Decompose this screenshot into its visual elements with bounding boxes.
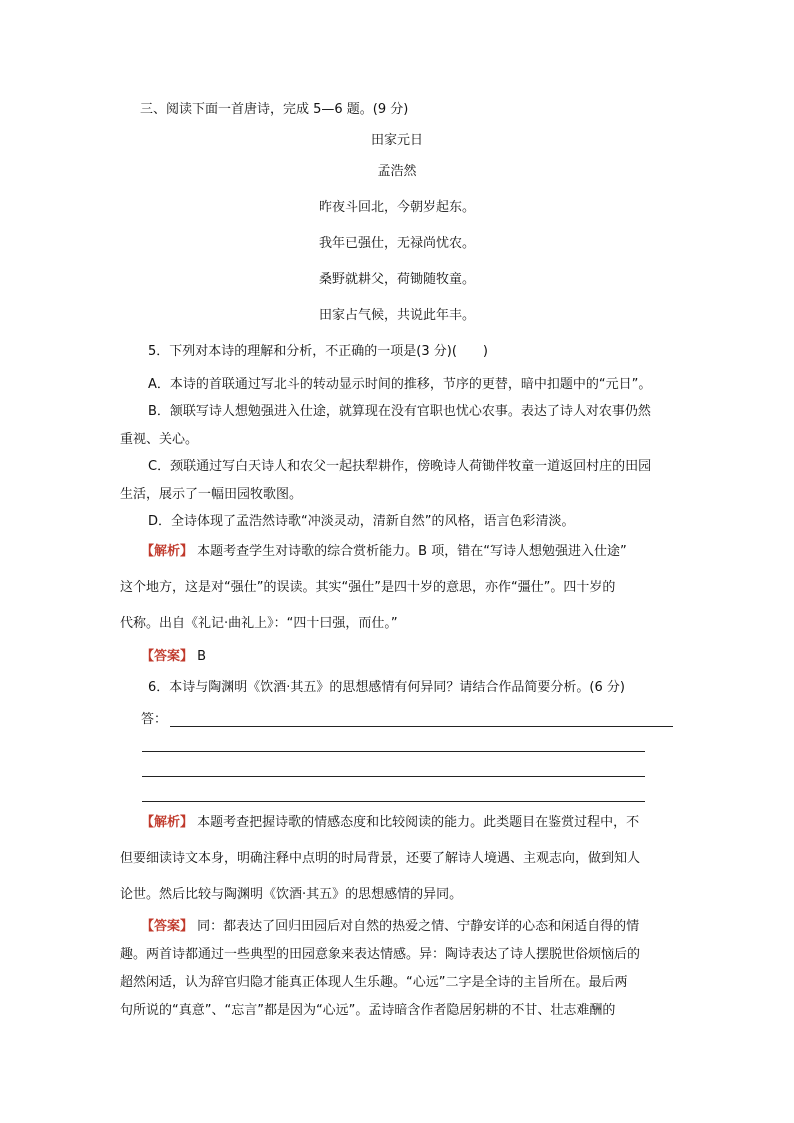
q6-analysis-label: 【解析】	[141, 815, 194, 830]
q5-analysis-line-1	[141, 542, 627, 562]
q6-answer-prompt: 答：	[141, 712, 168, 727]
q6-answer-line-4: 句所说的“真意”、“忘言”都是因为“心远”。孟诗暗含作者隐居躬耕的不甘、壮志难酬的	[120, 1003, 616, 1018]
q5-option-b-line-1: B．颔联写诗人想勉强进入仕途，就算现在没有官职也忧心农事。表达了诗人对农事仍然	[148, 404, 651, 419]
q6-answer-label: 【答案】	[141, 919, 194, 934]
q6-stem: 6．本诗与陶渊明《饮酒·其五》的思想感情有何异同？请结合作品简要分析。(6 分)	[148, 680, 625, 695]
q5-option-d: D．全诗体现了孟浩然诗歌“冲淡灵动，清新自然”的风格，语言色彩清淡。	[148, 514, 575, 529]
q6-answer-line-1	[141, 917, 639, 937]
q5-analysis-text-1: 本题考查学生对诗歌的综合赏析能力。B 项，错在“写诗人想勉强进入仕途”	[197, 544, 627, 559]
poem-line-4: 田家占气候，共说此年丰。	[318, 308, 475, 323]
poem-author: 孟浩然	[377, 164, 417, 179]
q6-analysis-text-1: 本题考查把握诗歌的情感态度和比较阅读的能力。此类题目在鉴赏过程中，不	[197, 815, 640, 830]
q5-analysis-line-3: 代称。出自《礼记·曲礼上》：“四十曰强，而仕。”	[120, 616, 398, 631]
q5-option-c-line-1: C．颈联通过写白天诗人和农父一起扶犁耕作，傍晚诗人荷锄伴牧童一道返回村庄的田园	[148, 459, 652, 474]
q5-option-c-line-2: 生活，展示了一幅田园牧歌图。	[120, 487, 303, 502]
q5-option-a: A．本诗的首联通过写北斗的转动显示时间的推移，节序的更替，暗中扣题中的“元日”。	[148, 377, 652, 392]
q6-answer-blank-4[interactable]	[142, 801, 645, 802]
q5-option-b-line-2: 重视、关心。	[120, 432, 199, 447]
poem-line-3: 桑野就耕父，荷锄随牧童。	[318, 272, 475, 287]
q6-answer-blank-2[interactable]	[142, 751, 645, 752]
q5-answer-line	[141, 647, 206, 667]
poem-line-2: 我年已强仕，无禄尚忧农。	[318, 236, 475, 251]
q5-stem: 5．下列对本诗的理解和分析，不正确的一项是(3 分)( )	[148, 344, 488, 359]
poem-title: 田家元日	[370, 133, 423, 148]
q5-analysis-line-2: 这个地方，这是对“强仕”的误读。其实“强仕”是四十岁的意思，亦作“彊仕”。四十岁的	[120, 580, 616, 595]
q5-analysis-label: 【解析】	[141, 544, 194, 559]
q5-answer-value: B	[197, 649, 207, 664]
q5-answer-label: 【答案】	[141, 649, 194, 664]
q6-answer-blank-1[interactable]	[170, 726, 673, 727]
poem-line-1: 昨夜斗回北，今朝岁起东。	[318, 200, 475, 215]
q6-analysis-line-1	[141, 813, 639, 833]
section-heading: 三、阅读下面一首唐诗，完成 5—6 题。(9 分)	[140, 102, 409, 117]
q6-analysis-line-2: 但要细读诗文本身，明确注释中点明的时局背景，还要了解诗人境遇、主观志向，做到知人	[120, 851, 641, 866]
q6-answer-line-3: 超然闲适，认为辞官归隐才能真正体现人生乐趣。“心远”二字是全诗的主旨所在。最后两	[120, 975, 628, 990]
q6-answer-blank-3[interactable]	[142, 776, 645, 777]
q6-answer-text-1: 同：都表达了回归田园后对自然的热爱之情、宁静安详的心态和闲适自得的情	[197, 919, 640, 934]
q6-analysis-line-3: 论世。然后比较与陶渊明《饮酒·其五》的思想感情的异同。	[120, 887, 463, 902]
q6-answer-line-2: 趣。两首诗都通过一些典型的田园意象来表达情感。异：陶诗表达了诗人摆脱世俗烦恼后的	[120, 947, 641, 962]
